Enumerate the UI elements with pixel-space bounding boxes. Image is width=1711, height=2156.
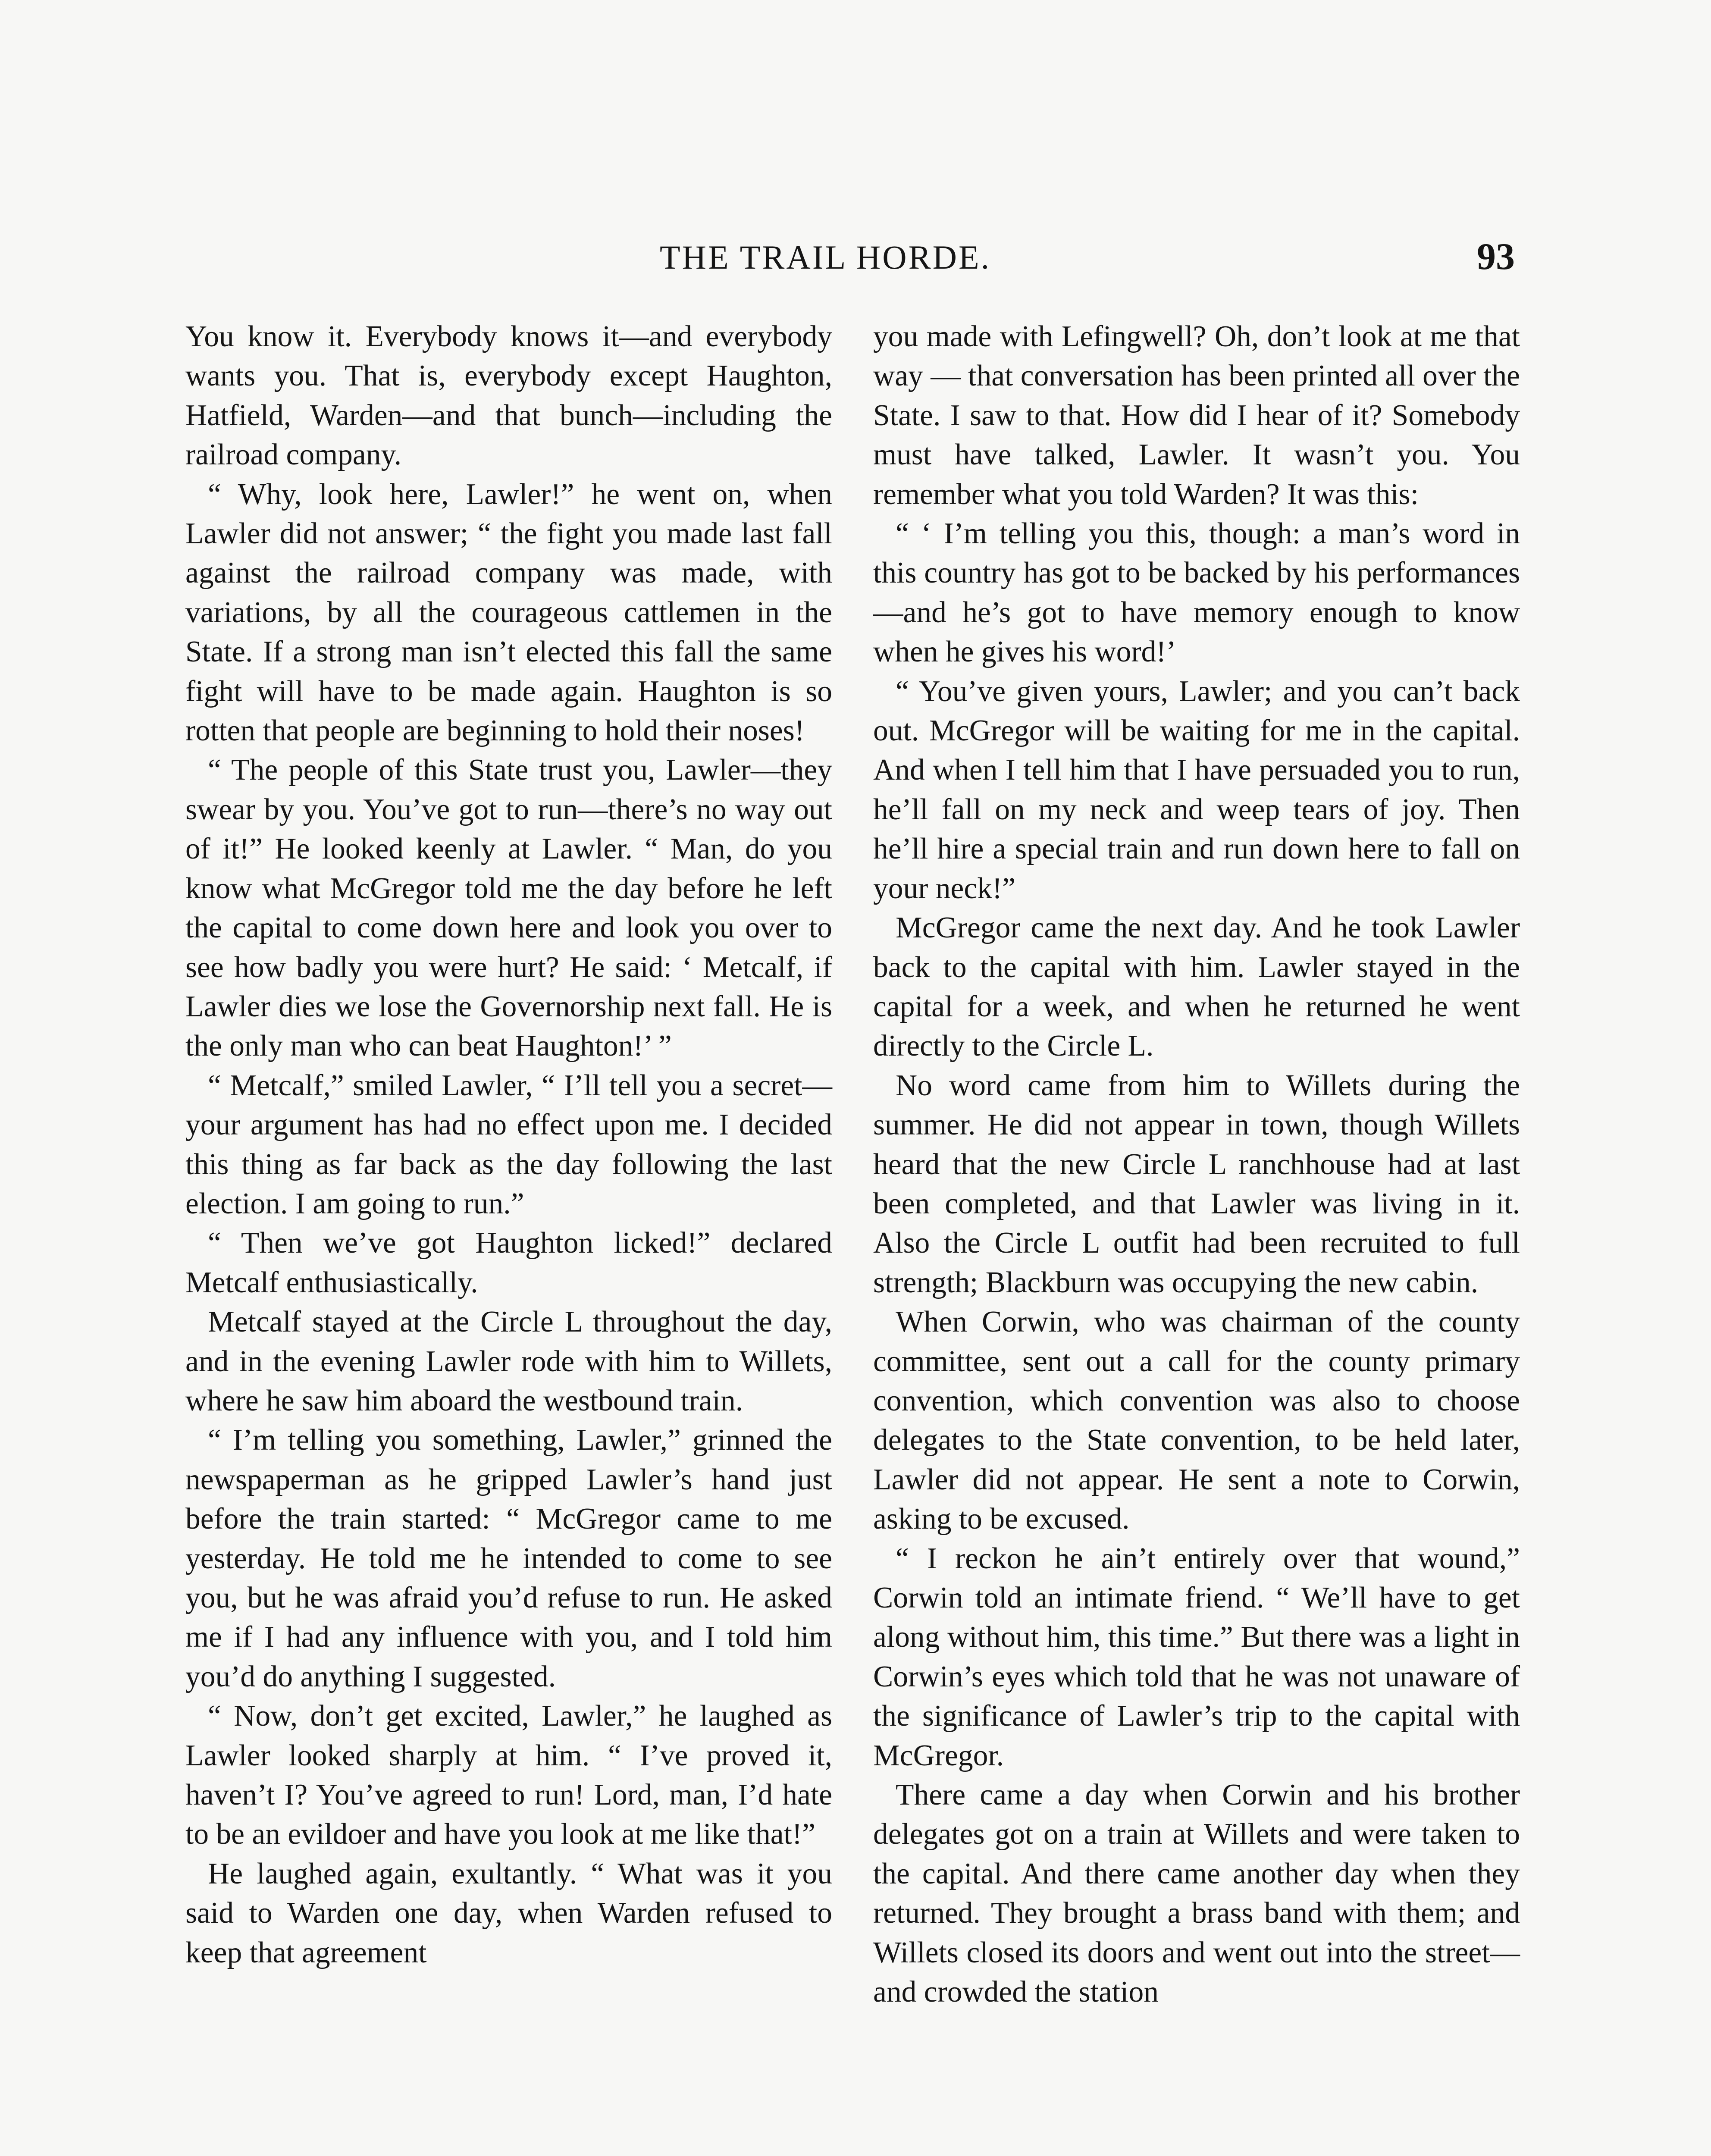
paragraph: “ You’ve given yours, Lawler; and you can’t back out. McGregor will be waiting for me in the capital. And when I tell him that I have persuaded you to run, he’ll fall on my neck and weep tears of joy. Then he’ll hire a special train and run down here to fall on your neck!” [873,674,1520,905]
paragraph: “ The people of this State trust you, Lawler—they swear by you. You’ve got to run—there’s no way out of it!” He looked keenly at Lawler. “ Man, do you know what McGregor told me the day before he left the capital to come down here and look you over to see how badly you were hurt? He said: ‘ Metcalf, if Lawler dies we lose the Governorship next fall. He is the only man who can beat Haughton!’ ” [185,753,832,1063]
paragraph: Metcalf stayed at the Circle L throughout the day, and in the evening Lawler rode with him to Willets, where he saw him aboard the westbound train. [185,1305,832,1417]
paragraph: You know it. Everybody knows it—and everybody wants you. That is, everybody except Haughton, Hatfield, Warden—and that bunch—including the railroad company. [185,320,832,472]
left-column [185,317,832,1972]
paragraph: “ I reckon he ain’t entirely over that wound,” Corwin told an intimate friend. “ We’ll have to get along without him, this time.” But there was a light in Corwin’s eyes which told that he was not unaware of the significance of Lawler’s trip to the capital with McGregor. [873,1542,1520,1772]
paragraph: When Corwin, who was chairman of the county committee, sent out a call for the county primary convention, which convention was also to choose delegates to the State convention, to be held later, Lawler did not appear. He sent a note to Corwin, asking to be excused. [873,1305,1520,1536]
paragraph: No word came from him to Willets during the summer. He did not appear in town, though Willets heard that the new Circle L ranchhouse had at last been completed, and that Lawler was living in it. Also the Circle L outfit had been recruited to full strength; Blackburn was occupying the new cabin. [873,1069,1520,1299]
paragraph: “ I’m telling you something, Lawler,” grinned the newspaperman as he gripped Lawler’s hand just before the train started: “ McGregor came to me yesterday. He told me he intended to come to see you, but he was afraid you’d refuse to run. He asked me if I had any influence with you, and I told him you’d do anything I suggested. [185,1423,832,1693]
paragraph: “ Now, don’t get excited, Lawler,” he laughed as Lawler looked sharply at him. “ I’ve proved it, haven’t I? You’ve agreed to run! Lord, man, I’d hate to be an evildoer and have you look at me like that!” [185,1699,832,1851]
paragraph: There came a day when Corwin and his brother delegates got on a train at Willets and were taken to the capital. And there came another day when they returned. They brought a brass band with them; and Willets closed its doors and went out into the street—and crowded the station [873,1778,1520,2009]
paragraph: “ Why, look here, Lawler!” he went on, when Lawler did not answer; “ the fight you made last fall against the railroad company was made, with variations, by all the courageous cattlemen in the State. If a strong man isn’t elected this fall the same fight will have to be made again. Haughton is so rotten that people are beginning to hold their noses! [185,477,832,748]
paragraph: “ Then we’ve got Haughton licked!” declared Metcalf enthusiastically. [185,1226,832,1299]
paragraph: “ ‘ I’m telling you this, though: a man’s word in this country has got to be backed by his performances—and he’s got to have memory enough to know when he gives his word!’ [873,517,1520,669]
paragraph: He laughed again, exultantly. “ What was it you said to Warden one day, when Warden refused to keep that agreement [185,1857,832,1969]
page-number: 93 [1477,236,1515,278]
paragraph: you made with Lefingwell? Oh, don’t look at me that way — that conversation has been printed all over the State. I saw to that. How did I hear of it? Somebody must have talked, Lawler. It wasn’t you. You remember what you told Warden? It was this: [873,320,1520,511]
paragraph: “ Metcalf,” smiled Lawler, “ I’ll tell you a secret—your argument has had no effect upon me. I decided this thing as far back as the day following the last election. I am going to run.” [185,1069,832,1220]
running-head: THE TRAIL HORDE. [660,238,991,276]
right-column [873,317,1520,2012]
paragraph: McGregor came the next day. And he took Lawler back to the capital with him. Lawler stayed in the capital for a week, and when he returned he went directly to the Circle L. [873,911,1520,1063]
